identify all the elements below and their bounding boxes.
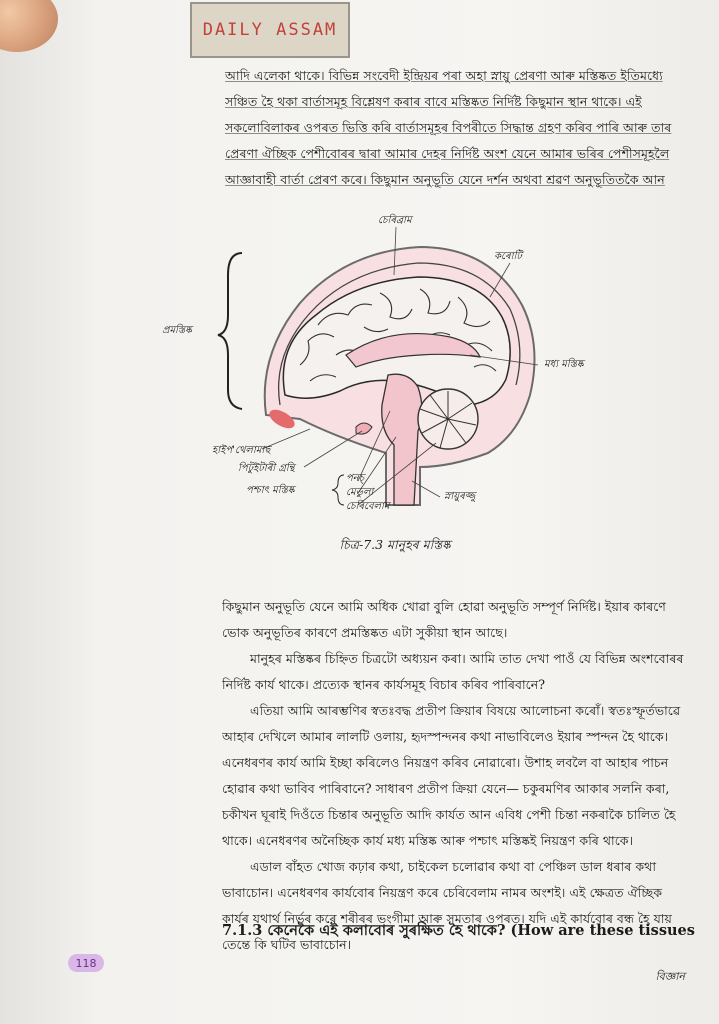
text-line: ভোক অনুভূতিৰ কাৰণে প্ৰমস্তিষ্কত এটা সুকীয়া স্থান আছে। [222,625,508,640]
intro-paragraph [225,63,685,193]
section-heading: 7.1.3 কেনেকৈ এই কলাবোৰ সুৰক্ষিত হৈ থাকে? (How are these tissues [222,922,695,939]
hindbrain-brace [332,475,344,505]
watermark-stamp: DAILY ASSAM [190,2,350,58]
figure-caption: চিত্ৰ-7.3 মানুহৰ মস্তিষ্ক [339,537,451,552]
text-line: মানুহৰ মস্তিষ্কৰ চিহ্নিত চিত্ৰটো অধ্যয়ন কৰা। আমি তাত দেখা পাওঁ যে বিভিন্ন অংশবোৰৰ [250,651,684,666]
text-line: আজ্ঞাবাহী বাৰ্তা প্ৰেৰণ কৰে। কিছুমান অনুভূতি যেনে দৰ্শন অথবা শ্ৰৱণ অনুভূতিতকৈ আন [225,172,665,187]
forebrain-bracket [218,253,242,409]
hypothalamus-label: হাইপ'থেলামাছ [212,445,271,456]
text-line: কিছুমান অনুভূতি যেনে আমি অধিক খোৱা বুলি হোৱা অনুভূতি সম্পূৰ্ণ নিৰ্দিষ্ট। ইয়াৰ কাৰণে [222,599,666,614]
text-line: কাৰ্যৰ যথাৰ্থ নিৰ্ভৰ কৰে শৰীৰৰ ভংগীমা আৰু সমতাৰ ওপৰত। যদি এই কাৰ্যবোৰ বন্ধ হৈ যায় [222,911,672,926]
forebrain-label: প্ৰমস্তিষ্ক [162,325,192,336]
text-line: নিৰ্দিষ্ট কাৰ্য থাকে। প্ৰত্যেক স্থানৰ কাৰ্যসমূহ বিচাৰ কৰিব পাৰিবানে? [222,677,545,692]
text-line: সকলোবিলাকৰ ওপৰত ভিত্তি কৰি বাৰ্তাসমূহৰ বিপৰীতে সিদ্ধান্ত গ্ৰহণ কৰিব পাৰি আৰু তাৰ [225,120,672,135]
medulla-label: মেডুলা [346,487,374,498]
brain-figure [150,205,584,525]
skull-label: কৰোটি [494,251,522,262]
text-line: থাকে। এনেধৰণৰ অনৈচ্ছিক কাৰ্য মধ্য মস্তিষ্ক আৰু পশ্চাৎ মস্তিষ্কই নিয়ন্ত্ৰণ কৰি থাকে। [222,833,634,848]
page-number: 118 [68,954,104,972]
text-line: হোৱাৰ কথা ভাবিব পাৰিবানে? সাধাৰণ প্ৰতীপ ক্ৰিয়া যেনে— চকুৰমণিৰ আকাৰ সলনি কৰা, [222,781,670,796]
midbrain-label: মধ্য মস্তিষ্ক [544,359,584,370]
text-line: চকীখন ঘূৰাই দিওঁতে চিন্তাৰ অনুভূতি আদি কাৰ্যত আন এবিধ পেশী চিন্তা নকৰাকৈ চালিত হৈ [222,807,676,822]
cerebrum-label: চেৰিব্ৰাম [378,215,412,226]
text-line: এনেধৰণৰ কাৰ্য আমি ইচ্ছা কৰিলেও নিয়ন্ত্ৰণ কৰিব নোৱাৰো। উশাহ লবলৈ বা আহাৰ পাচন [222,755,669,770]
text-line: আদি এলেকা থাকে। বিভিন্ন সংবেদী ইন্দ্ৰিয়ৰ পৰা অহা স্নায়ু প্ৰেৰণা আৰু মস্তিষ্কত ইতিমধ্যে [225,68,663,83]
text-line: আহাৰ দেখিলে আমাৰ লালটি ওলায়, হৃদস্পন্দনৰ কথা নাভাবিলেও ইয়াৰ স্পন্দন হৈ থাকে। [222,729,669,744]
text-line: এতিয়া আমি আৰম্ভণিৰ স্বতঃবদ্ধ প্ৰতীপ ক্ৰিয়াৰ বিষয়ে আলোচনা কৰোঁ। স্বতঃস্ফূৰ্তভাৱে [250,703,681,718]
text-line: এডাল বাঁহত খোজ কঢ়াৰ কথা, চাইকেল চলোৱাৰ কথা বা পেঞ্চিল ডাল ধৰাৰ কথা [250,859,656,874]
body-paragraphs [222,594,696,958]
cerebellum-label: চেৰিবেলাম [346,501,390,512]
text-line: ভাবাচোন। এনেধৰণৰ কাৰ্যবোৰ নিয়ন্ত্ৰণ কৰে চেৰিবেলাম নামৰ অংশই। এই ক্ষেত্ৰত ঐচ্ছিক [222,885,663,900]
thumb-edge [0,0,58,52]
text-line: তেন্তে কি ঘটিব ভাবাচোন। [222,937,352,952]
pituitary-label: পিটুইটাৰী গ্ৰন্থি [238,463,295,474]
subject-footer: বিজ্ঞান [655,970,685,983]
text-line: সঞ্চিত হৈ থকা বাৰ্তাসমূহ বিশ্লেষণ কৰাৰ বাবে মস্তিষ্কত নিৰ্দিষ্ট কিছুমান স্থান থাকে। এই [225,94,642,109]
spinal-cord-label: স্নায়ুৰজ্জু [444,491,476,502]
pons-label: পনচ্ [346,473,365,484]
text-line: প্ৰেৰণা ঐচ্ছিক পেশীবোৰৰ দ্বাৰা আমাৰ দেহৰ নিৰ্দিষ্ট অংশ যেনে আমাৰ ভৰিৰ পেশীসমূহলৈ [225,146,670,161]
hindbrain-label: পশ্চাৎ মস্তিষ্ক [246,485,295,496]
